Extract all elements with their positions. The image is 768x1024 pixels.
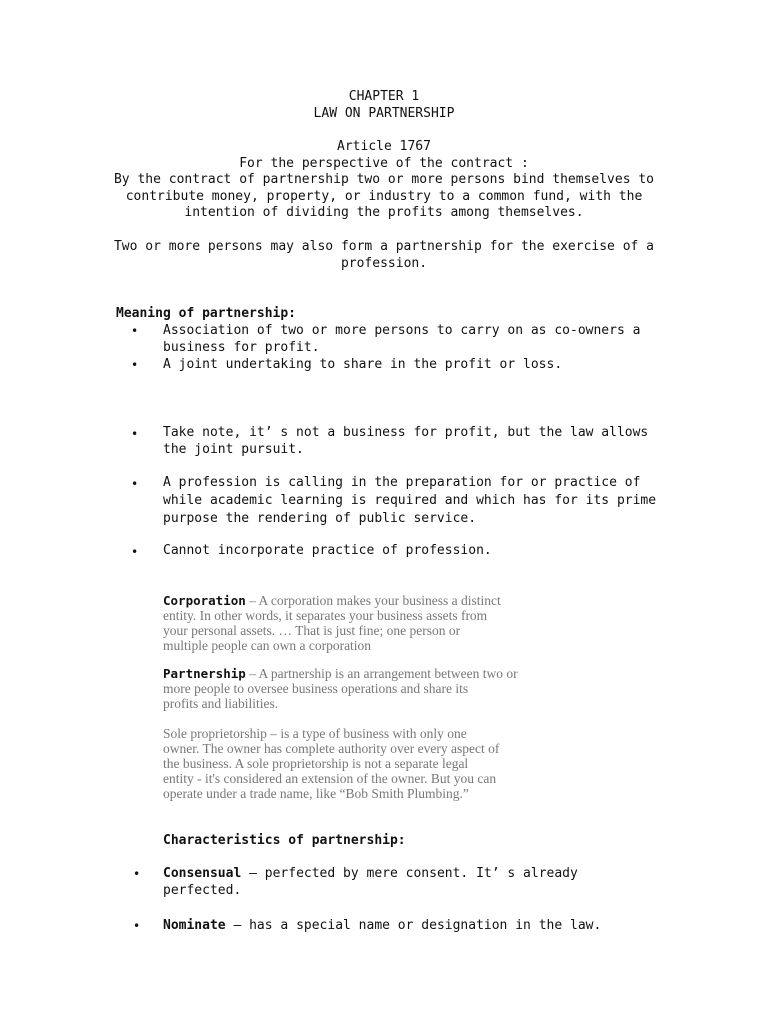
partnership-text: – A partnership is an arrangement between two or [245,666,518,681]
list-item-text: business for profit. [163,340,320,355]
corporation-text: your personal assets. … That is just fine; one person or [163,623,461,638]
sole-proprietorship-text: the business. A sole proprietorship is not a separate legal [163,756,469,771]
partnership-term: Partnership [163,666,246,681]
corporation-text: – A corporation makes your business a distinct [245,593,501,608]
profession-line: Two or more persons may also form a partnership for the exercise of a [113,239,655,254]
corporation-term: Corporation [163,593,246,608]
sole-proprietorship-paragraph [163,726,633,801]
list-item-text: the joint pursuit. [163,442,304,457]
list-item-text [163,918,601,935]
meaning-heading: Meaning of partnership: [116,306,297,321]
consensual-term: Consensual [163,866,242,881]
bullet-icon: • [131,545,139,559]
list-item-text: purpose the rendering of public service. [163,511,477,526]
profession-line: profession. [340,256,428,271]
bullet-icon: • [131,324,139,338]
bullet-icon: • [131,477,139,491]
partnership-text: profits and liabilities. [163,696,279,711]
chapter-label: CHAPTER 1 [348,89,420,104]
nominate-term: Nominate [163,918,226,933]
bullet-icon: • [131,358,139,372]
bullet-icon: • [133,919,141,933]
corporation-text: entity. In other words, it separates your business assets from [163,608,488,623]
list-item-text: A profession is calling in the preparation for or practice of [163,475,641,490]
definition-line: contribute money, property, or industry to a common fund, with the [125,189,643,204]
sole-proprietorship-term: Sole proprietorship [163,726,267,741]
chapter-title: LAW ON PARTNERSHIP [313,106,455,121]
characteristics-heading: Characteristics of partnership: [163,833,406,848]
list-item-text: Association of two or more persons to carry on as co-owners a [163,323,641,338]
list-item-text: Cannot incorporate practice of profession. [163,543,492,558]
list-item-text [163,866,578,883]
corporation-text: multiple people can own a corporation [163,638,372,653]
partnership-paragraph [163,666,633,711]
sole-proprietorship-text: – is a type of business with only one [266,726,467,741]
bullet-icon: • [133,867,141,881]
article-number: Article 1767 [337,139,431,154]
list-item-text: A joint undertaking to share in the profit or loss. [163,357,563,372]
consensual-text: perfected. [163,883,242,898]
bullet-icon: • [131,427,139,441]
consensual-text: – perfected by mere consent. It’ s already [241,866,578,881]
nominate-text: – has a special name or designation in the law. [225,918,602,933]
definition-line: By the contract of partnership two or more persons bind themselves to [113,172,655,187]
corporation-paragraph [163,593,633,653]
partnership-text: more people to oversee business operations and share its [163,681,469,696]
list-item-text: while academic learning is required and which has for its prime [163,493,657,508]
sole-proprietorship-text: owner. The owner has complete authority over every aspect of [163,741,500,756]
list-item-text: Take note, it’ s not a business for profit, but the law allows [163,425,649,440]
definition-line: intention of dividing the profits among themselves. [184,205,584,220]
perspective-heading: For the perspective of the contract : [239,156,529,171]
sole-proprietorship-text: operate under a trade name, like “Bob Smith Plumbing.” [163,786,469,801]
sole-proprietorship-text: entity - it's considered an extension of the owner. But you can [163,771,497,786]
